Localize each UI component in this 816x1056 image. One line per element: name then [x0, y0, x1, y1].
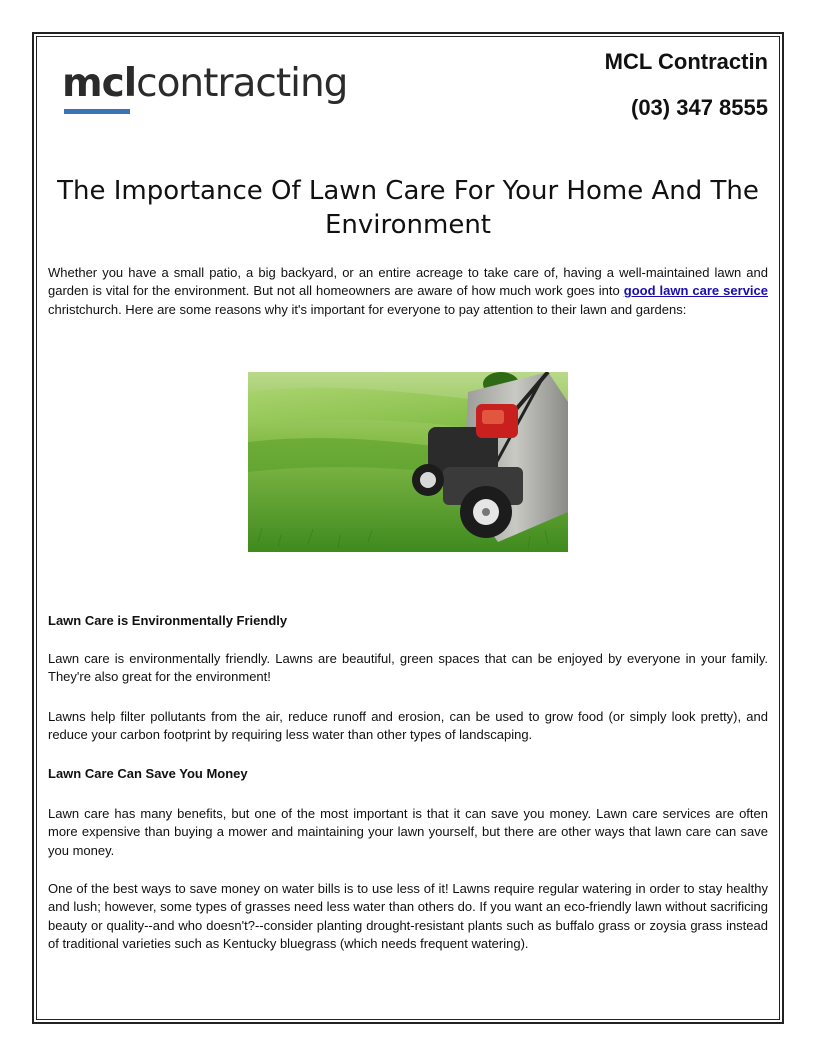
lawn-mower-illustration: [248, 372, 568, 552]
section-2-paragraph-2: One of the best ways to save money on water bills is to use less of it! Lawns require regular watering in order to stay healthy and lush; however, some types of grasses need less water than others do. If you want an eco-friendly lawn without sacrificing beauty or quality--and who doesn't?--consider planting drought-resistant plants such as buffalo grass or zoysia grass instead of traditional varieties such as Kentucky bluegrass (which needs frequent watering).: [48, 881, 768, 952]
section-1-paragraph-2: Lawns help filter pollutants from the air, reduce runoff and erosion, can be used to grow food (or simply look pretty), and reduce your carbon footprint by requiring less water than other types of landscaping.: [48, 709, 768, 743]
intro-text-start: Whether you have a small patio, a big backyard, or an entire acreage to take care of, having a well-maintained lawn and garden is vital for the environment. But not all homeowners are aware of how much work goes into: [48, 265, 768, 299]
section-heading-money: Lawn Care Can Save You Money: [48, 766, 248, 781]
logo-underline: [64, 109, 130, 114]
logo-text-mcl: mcl: [62, 61, 137, 106]
intro-text-end: christchurch. Here are some reasons why it's important for everyone to pay attention to their lawn and gardens:: [48, 301, 687, 317]
phone-number: (03) 347 8555: [631, 95, 768, 120]
contact-block: [605, 50, 768, 120]
logo-text-contracting: contracting: [136, 61, 348, 106]
section-1-paragraph-1: Lawn care is environmentally friendly. Lawns are beautiful, green spaces that can be enjoyed by everyone in your family. They're also great for the environment!: [48, 651, 768, 685]
section-heading-environment: Lawn Care is Environmentally Friendly: [48, 613, 288, 628]
article-title: The Importance Of Lawn Care For Your Home And The Environment: [57, 176, 759, 240]
intro-paragraph: [48, 264, 768, 319]
lawn-mower-image: [248, 372, 568, 552]
section-2-paragraph-1: Lawn care has many benefits, but one of the most important is that it can save you money. Lawn care services are often more expensive than buying a mower and maintaining your lawn yourself, but there are other ways that lawn care can save you money.: [48, 806, 768, 858]
lawn-care-service-link[interactable]: good lawn care service: [623, 283, 768, 299]
company-name: MCL Contractin: [604, 49, 768, 74]
company-logo: [62, 62, 352, 122]
